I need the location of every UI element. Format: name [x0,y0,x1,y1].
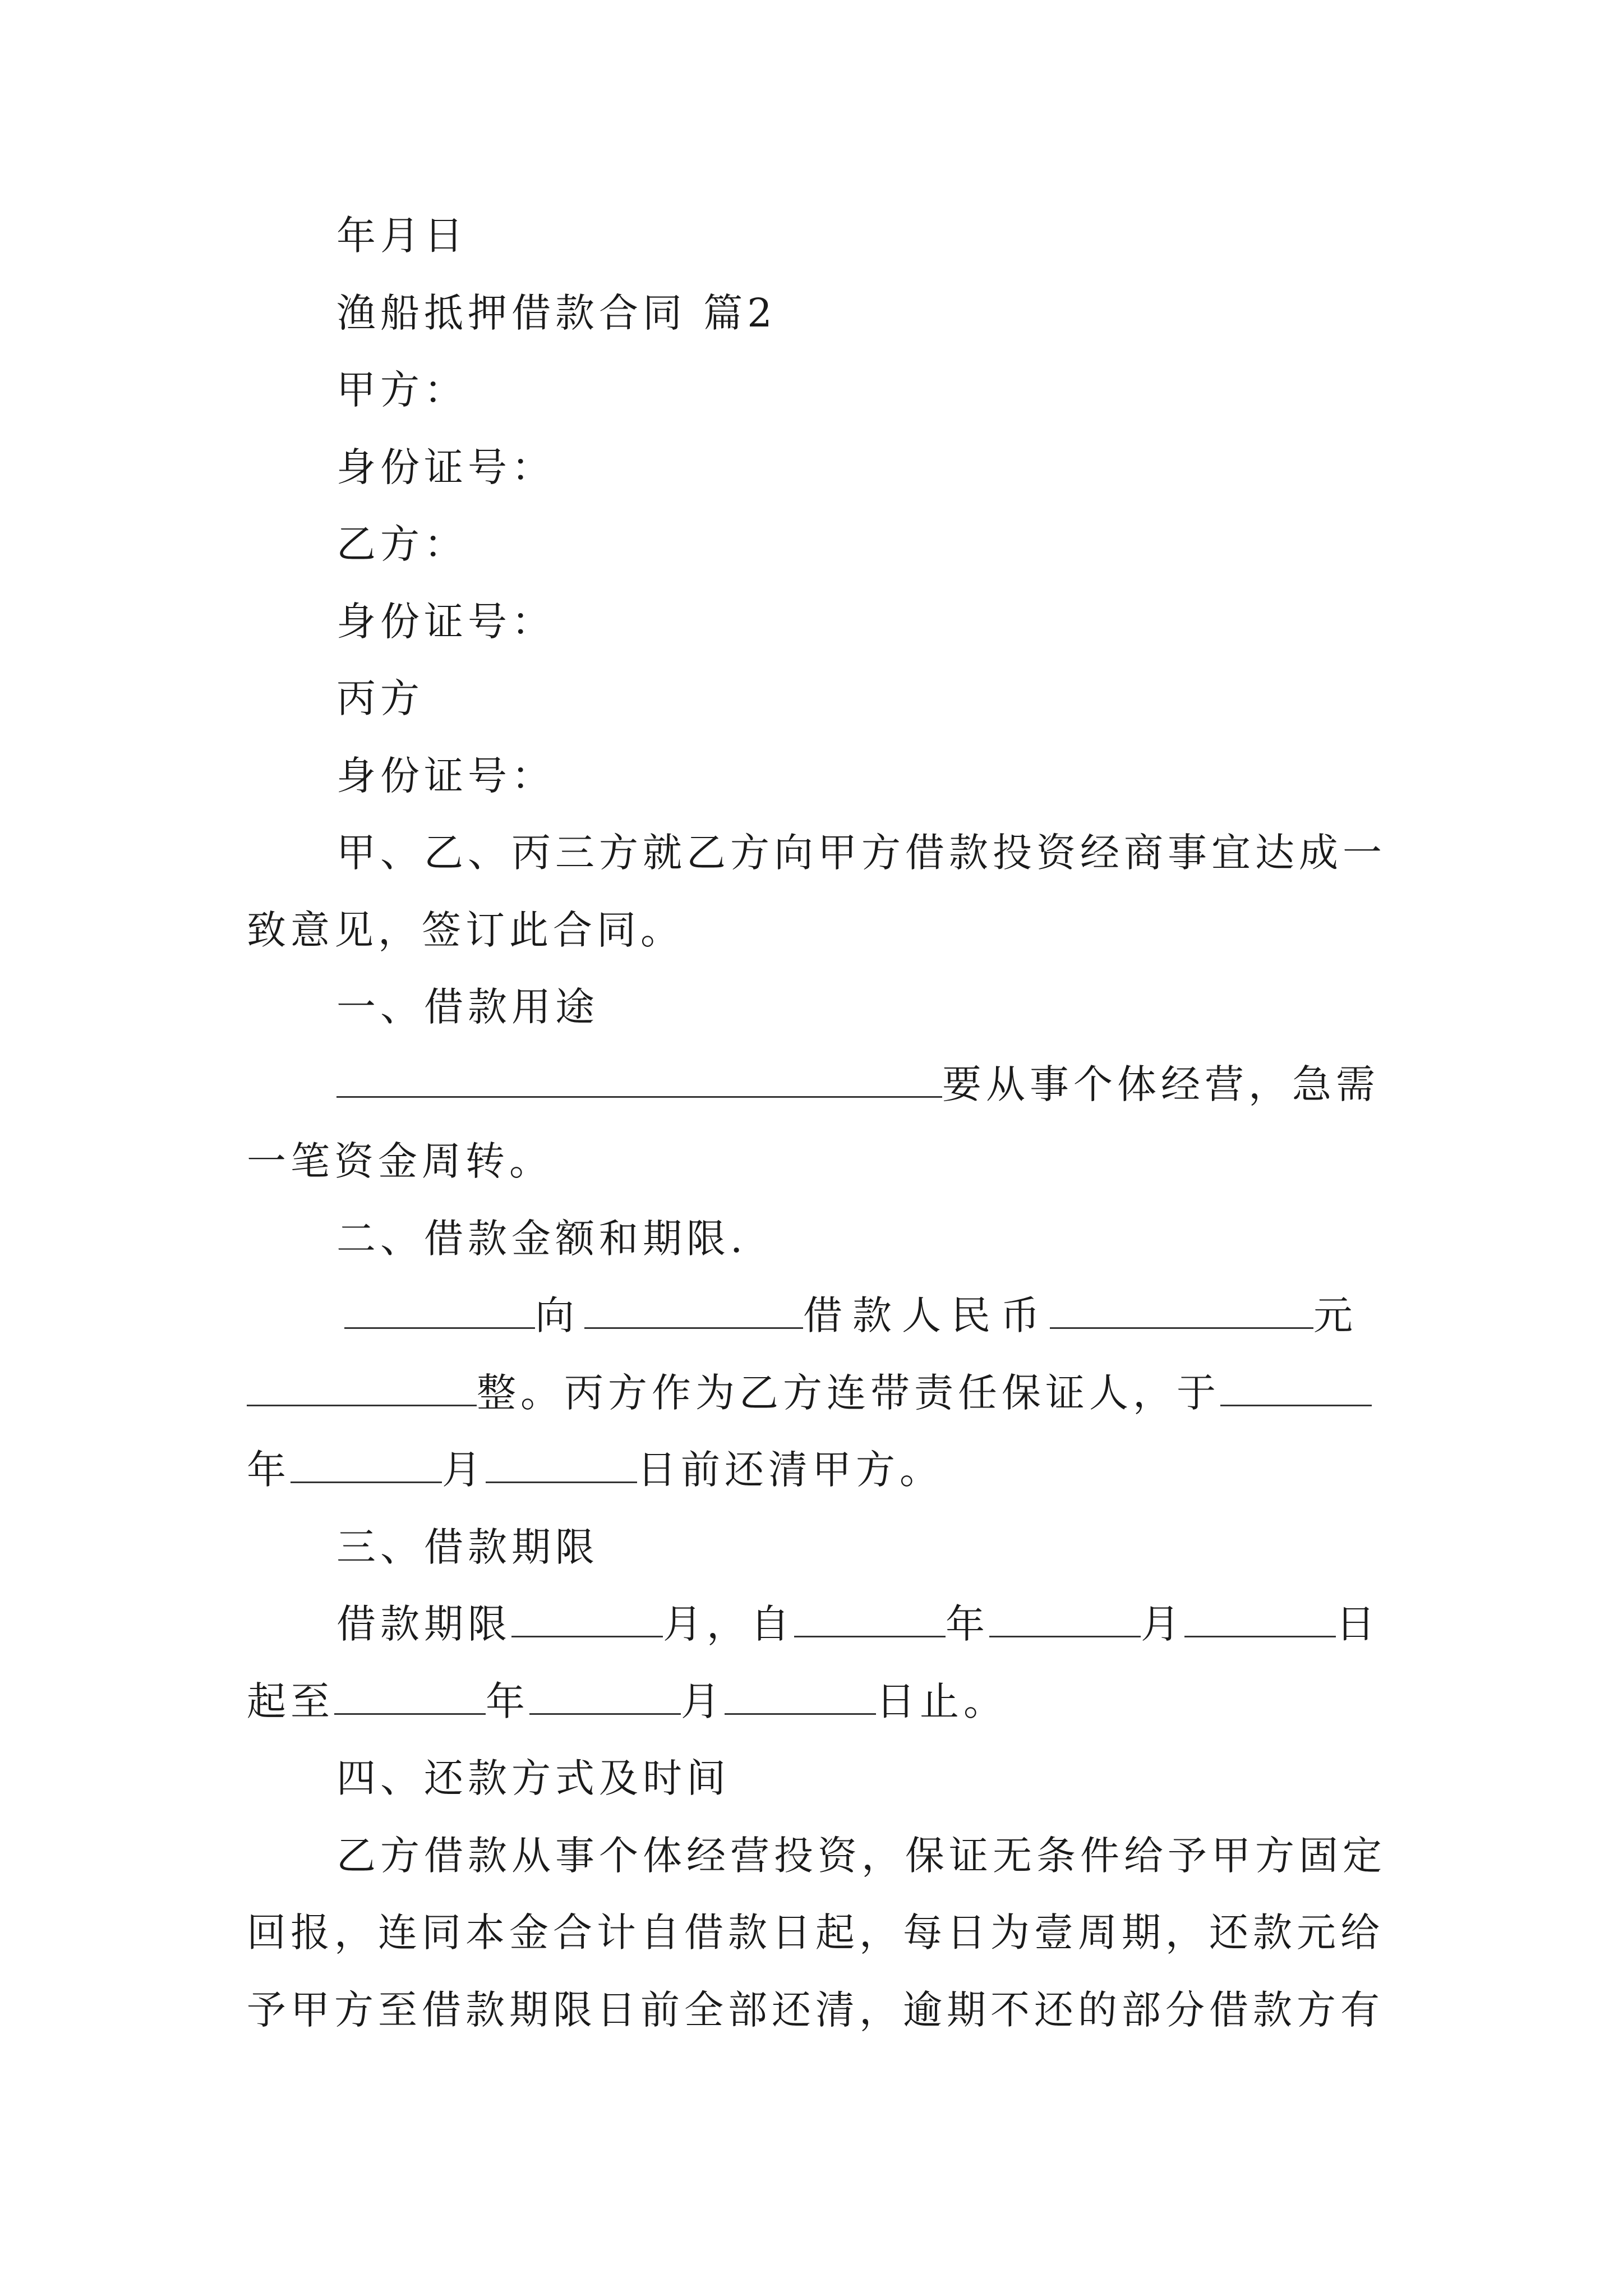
section-3-end-month-text: 月 [681,1678,725,1724]
date-line: 年月日 [336,213,468,259]
section-4-paragraph-line-1: 乙方借款从事个体经营投资，保证无条件给予甲方固定 [336,1833,1386,1879]
party-c-id-line: 身份证号： [336,753,555,799]
section-3-until-text: 起至 [247,1678,334,1724]
intro-line-1: 甲、乙、丙三方就乙方向甲方借款投资经商事宜达成一 [336,830,1386,876]
section-3-from-text: 月，自 [663,1601,794,1647]
section-3-end-year-text: 年 [486,1678,529,1724]
section-3-paragraph-line-2 [247,1673,1380,1729]
party-a-line: 甲方： [336,367,468,413]
end-year-blank[interactable] [334,1678,486,1715]
party-b-line: 乙方： [336,521,468,567]
section-2-text-yuan: 元 [1313,1292,1363,1338]
section-3-day-text: 日 [1336,1601,1380,1647]
end-month-blank[interactable] [529,1678,681,1715]
start-year-blank[interactable] [794,1601,946,1637]
repay-year-blank[interactable] [1220,1370,1372,1406]
repay-day-blank[interactable] [486,1447,637,1483]
section-1-heading: 一、借款用途 [336,984,599,1030]
section-2-day-text: 日前还清甲方。 [637,1447,943,1493]
section-3-year-text: 年 [946,1601,989,1647]
term-months-blank[interactable] [511,1601,663,1637]
document-title: 渔船抵押借款合同 篇2 [336,290,777,336]
section-2-paragraph-line-2 [247,1365,1380,1421]
section-3-month-text: 月 [1141,1601,1184,1647]
section-2-text-to: 向 [535,1292,584,1338]
party-c-line: 丙方 [336,675,424,721]
section-1-paragraph-line-2: 一笔资金周转。 [247,1138,553,1184]
section-3-heading: 三、借款期限 [336,1524,599,1570]
section-2-guarantor-text: 整。丙方作为乙方连带责任保证人，于 [477,1370,1220,1416]
section-3-paragraph-line-1 [336,1596,1380,1652]
amount-blank[interactable] [1050,1292,1313,1329]
lender-blank[interactable] [344,1292,535,1329]
party-b-id-line: 身份证号： [336,599,555,645]
section-2-month-text: 月 [442,1447,486,1493]
section-2-text-rmb: 借款人民币 [803,1292,1050,1338]
section-1-paragraph-line-1 [336,1056,1380,1112]
section-3-end-day-text: 日止。 [876,1678,1007,1724]
end-day-blank[interactable] [725,1678,876,1715]
repay-month-blank[interactable] [291,1447,442,1483]
section-3-term-text: 借款期限 [336,1601,511,1647]
section-4-paragraph-line-3: 予甲方至借款期限日前全部还清，逾期不还的部分借款方有 [247,1987,1384,2033]
section-4-paragraph-line-2: 回报，连同本金合计自借款日起，每日为壹周期，还款元给 [247,1910,1384,1955]
section-4-heading: 四、还款方式及时间 [336,1755,730,1801]
start-month-blank[interactable] [989,1601,1141,1637]
section-2-heading: 二、借款金额和期限. [336,1216,748,1262]
section-1-text: 要从事个体经营，急需 [942,1061,1380,1107]
section-2-year-text: 年 [247,1447,291,1493]
party-a-id-line: 身份证号： [336,444,555,490]
amount-words-blank[interactable] [247,1370,477,1406]
section-2-paragraph-line-3 [247,1442,1380,1498]
intro-line-2: 致意见，签订此合同。 [247,907,684,953]
section-2-paragraph-line-1 [336,1287,1380,1343]
borrower-blank[interactable] [584,1292,803,1329]
purpose-blank[interactable] [336,1061,942,1098]
start-day-blank[interactable] [1184,1601,1336,1637]
